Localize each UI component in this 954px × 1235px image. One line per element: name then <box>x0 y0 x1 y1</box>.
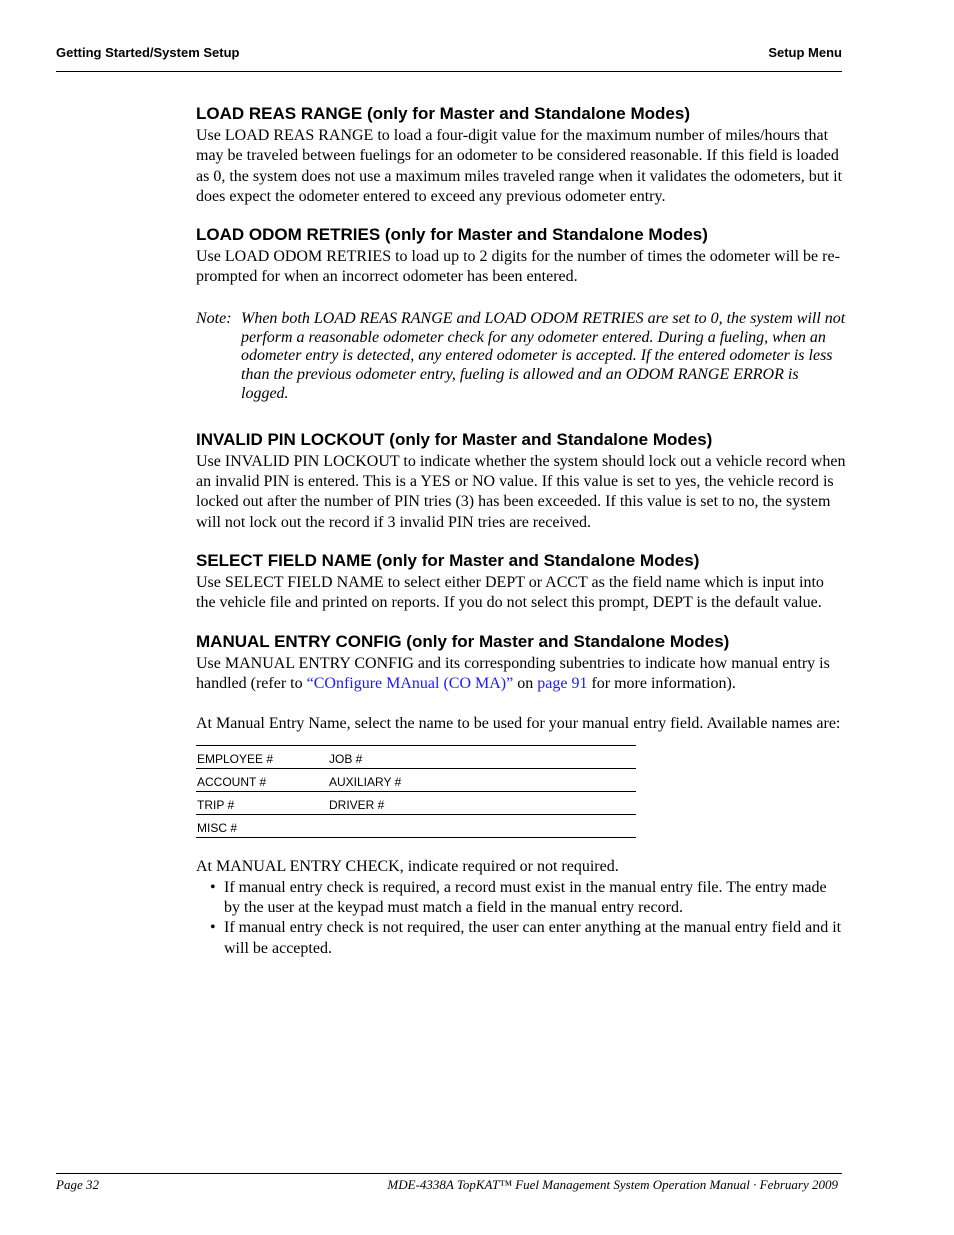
section-body: Use LOAD REAS RANGE to load a four-digit value for the maximum number of miles/hours that may be traveled between fuelings for an odometer to be considered reasonable. If this field is loaded as 0, the system does not use a maximum miles traveled range when it validates the odometers, but it does expect the odometer entered to exceed any previous odometer entry. <box>196 127 843 205</box>
table-cell: EMPLOYEE # <box>197 752 274 767</box>
section-body <box>196 654 846 695</box>
note-label: Note: <box>196 309 232 327</box>
page-content <box>196 104 846 959</box>
footer-page-number: Page 32 <box>56 1177 99 1192</box>
note-block <box>196 310 846 404</box>
footer-rule <box>56 1173 842 1174</box>
header-chapter: Getting Started/System Setup <box>56 45 240 60</box>
body-text: Use MANUAL ENTRY CONFIG and its corresponding subentries to indicate how manual entry is handled (refer to <box>196 654 830 692</box>
section-load-reas-range <box>196 104 846 207</box>
section-select-field-name <box>196 551 846 614</box>
table-cell: ACCOUNT # <box>197 775 267 790</box>
body-text: on <box>513 674 538 692</box>
section-heading: LOAD REAS RANGE (only for Master and Standalone Modes) <box>196 104 690 123</box>
section-body: Use SELECT FIELD NAME to select either DEPT or ACCT as the field name which is input into the vehicle file and printed on reports. If you do not select this prompt, DEPT is the default value. <box>196 573 824 612</box>
section-load-odom-retries <box>196 225 846 288</box>
check-bullet-list <box>196 878 846 959</box>
section-heading: MANUAL ENTRY CONFIG (only for Master and Standalone Modes) <box>196 631 730 651</box>
manual-entry-names-table <box>196 745 636 838</box>
table-row <box>196 815 636 838</box>
check-intro: At MANUAL ENTRY CHECK, indicate required or not required. <box>196 858 619 876</box>
table-row <box>196 769 636 792</box>
bullet-text: If manual entry check is not required, the user can enter anything at the manual entry field and it will be accepted. <box>224 919 842 957</box>
section-body: Use LOAD ODOM RETRIES to load up to 2 digits for the number of times the odometer will be re-prompted for when an incorrect odometer has been entered. <box>196 248 840 286</box>
page-header <box>56 45 842 61</box>
table-cell: AUXILIARY # <box>329 775 402 790</box>
table-cell: DRIVER # <box>329 798 385 813</box>
note-text: When both LOAD REAS RANGE and LOAD ODOM RETRIES are set to 0, the system will not perform a reasonable odometer check for any odometer entered. During a fueling, when an odometer entry is detected, any entered odometer is accepted. If the entered odometer is less than the previous odometer entry, fueling is allowed and an ODOM RANGE ERROR is logged. <box>241 309 846 402</box>
table-cell: MISC # <box>197 821 238 836</box>
footer-document-title: MDE-4338A TopKAT™ Fuel Management System Operation Manual · February 2009 <box>387 1177 838 1192</box>
section-manual-entry-config <box>196 632 846 959</box>
section-heading: INVALID PIN LOCKOUT (only for Master and Standalone Modes) <box>196 429 713 449</box>
section-heading: LOAD ODOM RETRIES (only for Master and Standalone Modes) <box>196 225 708 245</box>
configure-manual-link[interactable]: “COnfigure MAnual (CO MA)” <box>306 674 514 692</box>
header-section: Setup Menu <box>768 45 842 60</box>
section-invalid-pin-lockout <box>196 430 846 533</box>
section-heading: SELECT FIELD NAME (only for Master and Standalone Modes) <box>196 550 700 570</box>
table-row <box>196 746 636 769</box>
table-cell: JOB # <box>329 752 363 767</box>
list-item <box>196 878 846 919</box>
table-cell: TRIP # <box>197 798 235 813</box>
header-rule <box>56 71 842 72</box>
list-item <box>196 918 846 959</box>
section-body: Use INVALID PIN LOCKOUT to indicate whether the system should lock out a vehicle record when an invalid PIN is entered. This is a YES or NO value. If this value is set to yes, the vehicle record is locked out after the number of PIN tries (3) has been exceeded. If this value is set to no, the system will not lock out the record if 3 invalid PIN tries are received. <box>196 452 846 531</box>
bullet-glyph: • <box>210 878 216 896</box>
table-row <box>196 792 636 815</box>
bullet-text: If manual entry check is required, a record must exist in the manual entry file. The entry made by the user at the keypad must match a field in the manual entry record. <box>224 878 827 917</box>
page-footer <box>56 1177 842 1193</box>
body-text: for more information). <box>587 674 736 692</box>
bullet-glyph: • <box>210 919 216 937</box>
page-91-link[interactable]: page 91 <box>537 674 588 692</box>
names-intro: At Manual Entry Name, select the name to be used for your manual entry field. Available names are: <box>196 715 841 733</box>
